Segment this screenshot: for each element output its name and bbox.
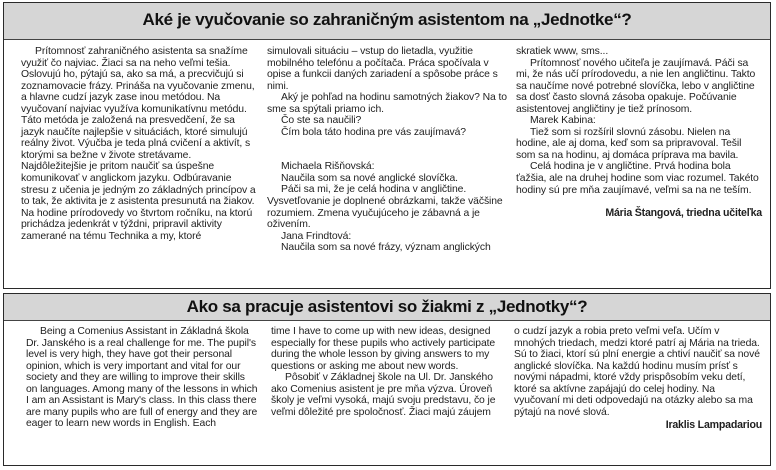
paragraph: Prítomnosť zahraničného asistenta sa snažíme využiť čo najviac. Žiaci sa na neho veľmi tešia. Oslovujú ho, pýtajú sa, ako sa má, a precvičujú si zoznamovacie frázy. Prináša na vyučovanie zmenu, a hlavne cudzí jazyk zase inou metódou. Na vyučovaní najviac využíva komunikatívnu metódu. Táto metóda je založená na presvedčení, že sa jazyk naučíte najlepšie v situáciách, ktoré simulujú reálny život. Výučba je teda plná cvičení a aktivít, s ktorými sa bežne v živote stretávame. Najdôležitejšie je pritom naučiť sa úspešne komunikovať v anglickom jazyku. Odbúravanie stresu z učenia je jedným zo základných princípov a to tak, že aktivita je z asistenta presunutá na žiakov. Na hodine prírodovedy vo štvrtom ročníku, na ktorú prichádza jedenkrát v týždni, pripravil aktivity zamerané na tému Technika a my, ktoré [21,46,256,242]
paragraph: Pôsobiť v Základnej škole na Ul. Dr. Janského ako Comenius asistent je pre mňa výzva. Úroveň školy je veľmi vysoká, majú svoju predstavu, čo je veľmi dôležité pre spoločnosť. Žiaci majú záujem [271,372,496,418]
author-signature: Mária Štangová, triedna učiteľka [605,207,762,220]
paragraph: o cudzí jazyk a robia preto veľmi veľa. Učím v mnohých triedach, medzi ktoré patrí aj Mária na trieda. Sú to žiaci, ktorí sú plní energie a chtiví naučiť sa nové anglické slovíčka. Na každú hodinu musím prísť s novými nápadmi, ktoré vždy prispôsobím veku detí, ktoré sa aktívne zapájajú do celej hodiny. Na vyučovaní mi deti odpovedajú na otázky alebo sa ma pýtajú na nové slová. [514,326,760,418]
article-column-2 [267,46,507,254]
paragraph: Celá hodina je v angličtine. Prvá hodina bola ťažšia, ale na druhej hodine som viac rozumel. Takéto hodiny sú pre mňa zaujímavé, veľmi sa na ne teším. [516,161,759,196]
paragraph: Naučila som sa nové frázy, význam anglických [281,242,491,254]
student-name: Jana Frindtová: [281,230,352,242]
paragraph: simulovali situáciu – vstup do lietadla, využitie mobilného telefónu a počítača. Práca spočívala v opise a funkcii daných zariadení a spôsobe práce s nimi. [267,46,498,92]
question: Čím bola táto hodina pre vás zaujímavá? [281,126,466,138]
paragraph: skratiek www, sms... [516,46,609,57]
paragraph: Aký je pohľad na hodinu samotných žiakov? Na to sme sa spýtali priamo ich. [267,92,507,115]
paragraph: Prítomnosť nového učiteľa je zaujímavá. Páči sa mi, že nás učí prírodovedu, a nie len angličtinu. Takto sa naučíme nové potrebné slovíčka, lebo v angličtine sa dosť často slovná zásoba opakuje. Počúvanie asistentovej angličtiny je tiež prínosom. [516,57,756,115]
paragraph: Naučila som sa nové anglické slovíčka. [281,172,458,184]
paragraph: Páči sa mi, že je celá hodina v angličtine. Vysvetľovanie je doplnené obrázkami, takže väčšine rozumiem. Zmena vyučujúceho je zábavná a je oživením. [267,184,503,231]
article-column-1 [21,46,257,242]
paragraph: Tiež som si rozšíril slovnú zásobu. Nielen na hodine, ale aj doma, keď som sa pripravoval. Tešil som sa na hodinu, aj domáca príprava ma bavila. [516,126,742,161]
paragraph: Being a Comenius Assistant in Základná škola Dr. Janského is a real challenge for me. The pupil's level is very high, they have got their personal opinion, which is very important and vital for our society and they are willing to improve their skills on languages. Among many of the lessons in which I am an Assistant is Mary's class. In this class there are many pupils who are full of energy and they are eager to learn new words in English. Each [26,326,258,430]
article-column-3 [514,326,762,432]
article-title: Aké je vyučovanie so zahraničným asistentom na „Jednotke“? [4,3,770,40]
article-column-1 [26,326,258,430]
article-assistant-teaching [3,2,771,289]
question: Čo ste sa naučili? [281,115,362,127]
article-column-3 [516,46,762,220]
paragraph: time I have to come up with new ideas, designed especially for these pupils who actively participate during the whole lesson by giving answers to my questions or asking me about new words. [271,326,496,372]
student-name: Marek Kabina: [530,115,596,127]
article-title: Ako sa pracuje asistentovi so žiakmi z „Jednotky“? [4,294,770,321]
author-signature: Iraklis Lampadariou [665,419,762,432]
article-assistant-pupils [3,293,771,466]
student-name: Michaela Rišňovská: [281,161,375,173]
article-column-2 [271,326,510,418]
